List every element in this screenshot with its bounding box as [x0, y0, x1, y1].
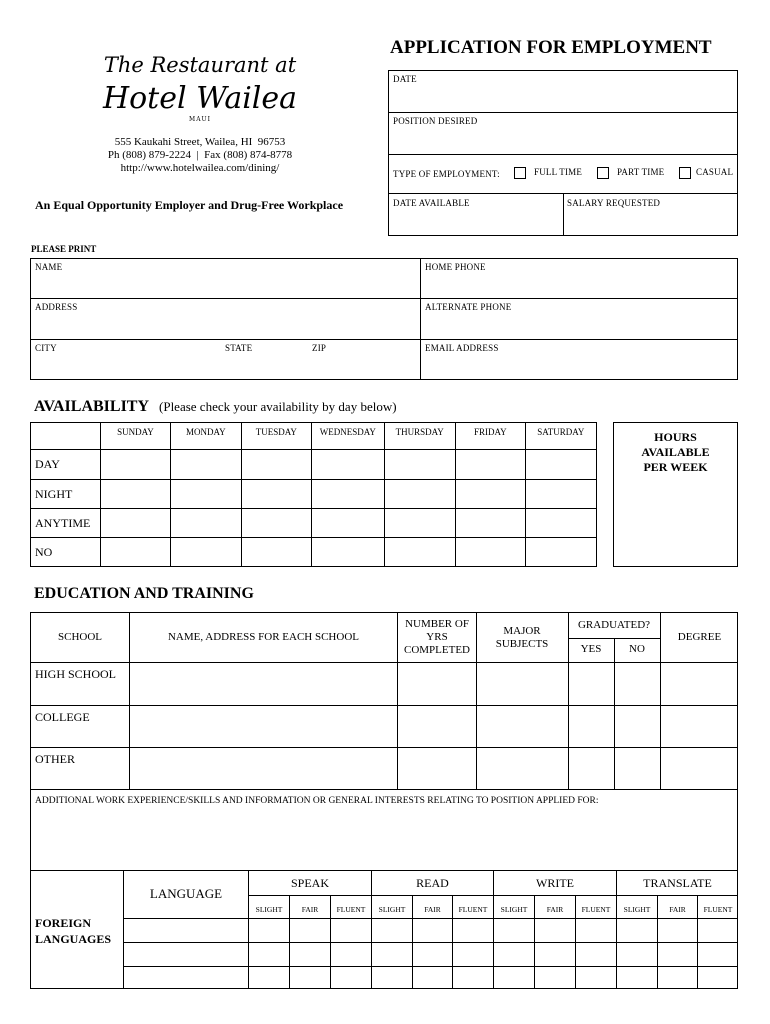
hours-label: HOURS AVAILABLE PER WEEK: [641, 430, 710, 474]
write-slight: SLIGHT: [500, 905, 528, 914]
day-tuesday: TUESDAY: [241, 423, 312, 450]
row-label-anytime: ANYTIME: [31, 509, 101, 538]
day-sunday: SUNDAY: [100, 423, 170, 450]
state-label: STATE: [225, 343, 253, 353]
language-header: LANGUAGE: [149, 886, 223, 901]
address-field[interactable]: [31, 313, 419, 338]
casual-option[interactable]: [679, 167, 733, 179]
write-fair: FAIR: [546, 905, 564, 914]
please-print: PLEASE PRINT: [31, 244, 97, 254]
casual-label: CASUAL: [696, 167, 734, 178]
day-friday: FRIDAY: [455, 423, 525, 450]
contact-address: 555 Kaukahi Street, Wailea, HI 96753: [114, 136, 286, 148]
avail-cell[interactable]: [455, 538, 525, 567]
full-time-option[interactable]: [514, 167, 582, 179]
address-label: ADDRESS: [35, 302, 78, 312]
hours-box[interactable]: [613, 422, 738, 567]
avail-cell[interactable]: [100, 538, 170, 567]
name-label: NAME: [35, 262, 63, 272]
graduated-header: GRADUATED?: [577, 619, 651, 631]
logo-line2: Hotel Wailea: [102, 81, 298, 116]
additional-box[interactable]: [30, 789, 738, 871]
avail-cell[interactable]: [171, 538, 241, 567]
avail-cell[interactable]: [312, 538, 384, 567]
full-time-label: FULL TIME: [534, 167, 583, 178]
avail-cell[interactable]: [384, 538, 455, 567]
alt-phone-field[interactable]: [421, 313, 737, 338]
eoe-statement: An Equal Opportunity Employer and Drug-Free Workplace: [35, 198, 344, 212]
date-available-label: DATE AVAILABLE: [393, 198, 470, 208]
logo-line1: The Restaurant at: [103, 53, 297, 77]
home-phone-label: HOME PHONE: [425, 262, 486, 272]
zip-label: ZIP: [312, 343, 327, 353]
name-field[interactable]: [31, 273, 419, 297]
availability-note: (Please check your availability by day below): [159, 399, 397, 414]
avail-cell[interactable]: [525, 538, 596, 567]
edu-row-college: COLLEGE: [35, 710, 90, 724]
logo-line3: MAUI: [189, 116, 211, 123]
avail-cell[interactable]: [312, 480, 384, 509]
avail-cell[interactable]: [100, 509, 170, 538]
avail-cell[interactable]: [171, 509, 241, 538]
city-state-zip-field[interactable]: [31, 354, 419, 379]
avail-cell[interactable]: [241, 480, 312, 509]
full-time-checkbox[interactable]: [514, 167, 526, 179]
speak-slight: SLIGHT: [255, 905, 283, 914]
avail-cell[interactable]: [455, 450, 525, 480]
page-title: APPLICATION FOR EMPLOYMENT: [390, 37, 712, 58]
speak-fluent: FLUENT: [336, 905, 366, 914]
avail-cell[interactable]: [384, 509, 455, 538]
avail-cell[interactable]: [241, 450, 312, 480]
row-label-night: NIGHT: [31, 480, 101, 509]
contact-phone-fax: Ph (808) 879-2224 | Fax (808) 874-8778: [107, 149, 293, 161]
foreign-languages-label: FOREIGN LANGUAGES: [35, 916, 112, 946]
availability-header-row: [31, 423, 597, 450]
availability-row-night: [31, 480, 597, 509]
position-label: POSITION DESIRED: [393, 116, 478, 126]
avail-cell[interactable]: [100, 480, 170, 509]
email-field[interactable]: [421, 354, 737, 379]
avail-cell[interactable]: [171, 450, 241, 480]
avail-cell[interactable]: [455, 509, 525, 538]
part-time-label: PART TIME: [617, 167, 665, 178]
availability-heading: [34, 398, 397, 416]
city-label: CITY: [35, 343, 57, 353]
availability-row-anytime: [31, 509, 597, 538]
degree-header: DEGREE: [677, 631, 722, 643]
date-field[interactable]: [389, 86, 737, 111]
day-monday: MONDAY: [171, 423, 241, 450]
email-label: EMAIL ADDRESS: [425, 343, 499, 353]
availability-table: [30, 422, 597, 567]
avail-cell[interactable]: [241, 538, 312, 567]
major-header: MAJOR SUBJECTS: [495, 625, 549, 650]
avail-cell[interactable]: [525, 480, 596, 509]
name-address-header: NAME, ADDRESS FOR EACH SCHOOL: [167, 631, 359, 643]
translate-header: TRANSLATE: [643, 876, 712, 890]
edu-row-other: OTHER: [35, 752, 75, 766]
logo: [100, 52, 300, 123]
avail-cell[interactable]: [455, 480, 525, 509]
translate-fair: FAIR: [669, 905, 686, 914]
home-phone-field[interactable]: [421, 273, 737, 297]
avail-cell[interactable]: [384, 480, 455, 509]
avail-cell[interactable]: [525, 509, 596, 538]
row-label-day: DAY: [31, 450, 101, 480]
read-slight: SLIGHT: [378, 905, 406, 914]
read-header: READ: [416, 876, 449, 890]
date-label: DATE: [393, 74, 417, 84]
casual-checkbox[interactable]: [679, 167, 691, 179]
day-thursday: THURSDAY: [384, 423, 455, 450]
employment-type-label: TYPE OF EMPLOYMENT:: [393, 169, 500, 179]
availability-row-no: [31, 538, 597, 567]
availability-title: AVAILABILITY: [34, 398, 150, 415]
avail-cell[interactable]: [384, 450, 455, 480]
speak-fair: FAIR: [301, 905, 319, 914]
salary-field[interactable]: [564, 210, 737, 235]
day-wednesday: WEDNESDAY: [312, 423, 384, 450]
read-fair: FAIR: [424, 905, 441, 914]
date-available-field[interactable]: [389, 210, 562, 235]
avail-cell[interactable]: [241, 509, 312, 538]
school-header: SCHOOL: [57, 631, 102, 643]
alt-phone-label: ALTERNATE PHONE: [425, 302, 512, 312]
additional-label: ADDITIONAL WORK EXPERIENCE/SKILLS AND INFORMATION OR GENERAL INTERESTS RELATING TO POSITION APPLIED FOR:: [35, 796, 599, 806]
graduated-yes: YES: [580, 643, 602, 655]
row-label-no: NO: [31, 538, 101, 567]
part-time-checkbox[interactable]: [597, 167, 609, 179]
day-saturday: SATURDAY: [525, 423, 596, 450]
avail-cell[interactable]: [312, 450, 384, 480]
salary-label: SALARY REQUESTED: [567, 198, 661, 208]
availability-row-day: [31, 450, 597, 480]
graduated-no: NO: [629, 643, 645, 655]
part-time-option[interactable]: [597, 167, 664, 179]
years-header: NUMBER OF YRS COMPLETED: [404, 618, 470, 656]
position-field[interactable]: [389, 128, 737, 153]
write-header: WRITE: [536, 876, 574, 890]
education-heading: EDUCATION AND TRAINING: [34, 585, 254, 602]
avail-cell[interactable]: [100, 450, 170, 480]
speak-header: SPEAK: [290, 876, 329, 890]
contact-info: [60, 136, 340, 175]
read-fluent: FLUENT: [458, 905, 488, 914]
write-fluent: FLUENT: [581, 905, 611, 914]
avail-cell[interactable]: [312, 509, 384, 538]
translate-slight: SLIGHT: [623, 905, 651, 914]
translate-fluent: FLUENT: [703, 905, 733, 914]
edu-row-high-school: HIGH SCHOOL: [35, 667, 116, 681]
avail-cell[interactable]: [171, 480, 241, 509]
contact-url[interactable]: http://www.hotelwailea.com/dining/: [120, 162, 280, 174]
avail-cell[interactable]: [525, 450, 596, 480]
